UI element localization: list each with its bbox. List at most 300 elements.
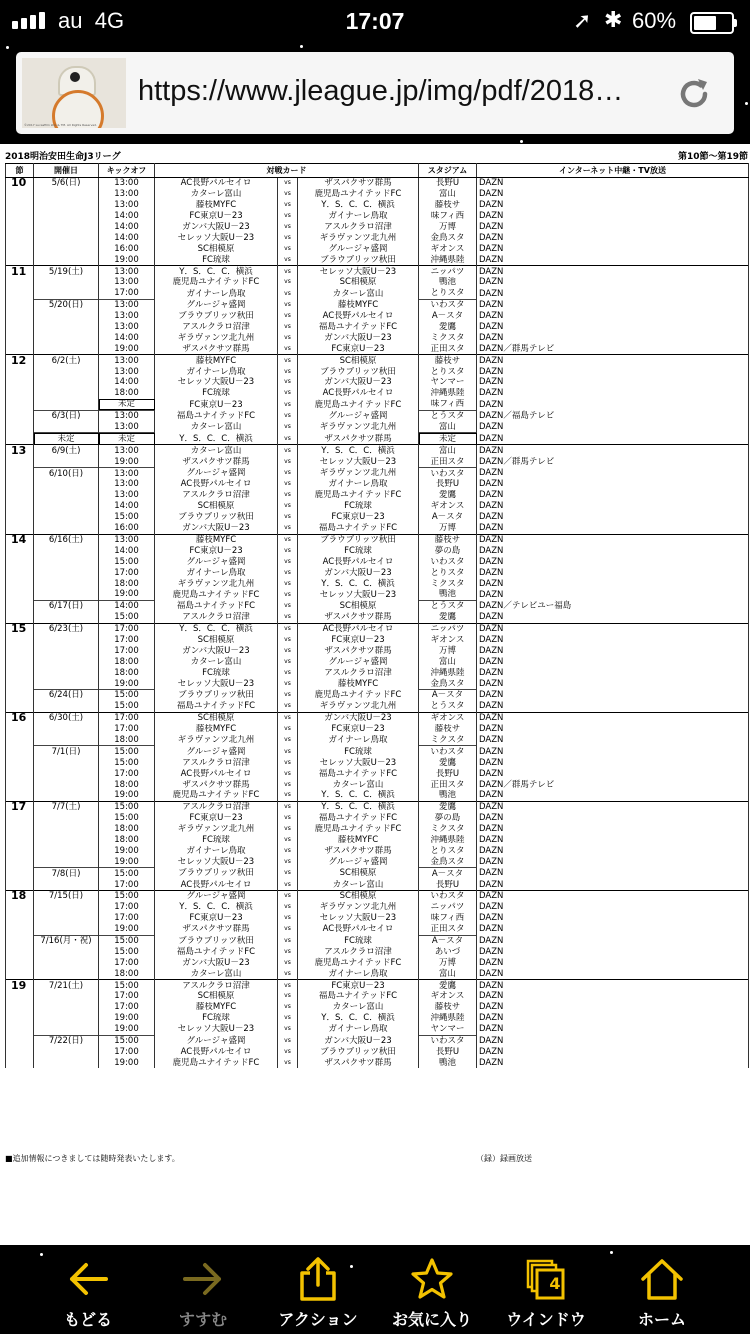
vs-label: vs (278, 589, 298, 600)
forward-button[interactable]: すすむ (143, 1245, 263, 1334)
table-header: 節 開催日 キックオフ 対戦カード スタジアム インターネット中継・TV放送 (6, 164, 749, 178)
table-row (6, 856, 749, 867)
match-date (34, 813, 99, 824)
kickoff-time: 14:00 (99, 232, 155, 243)
away-team: FC琉球 (298, 501, 419, 512)
broadcast: DAZN／群馬テレビ (477, 456, 749, 467)
round-number (6, 813, 34, 824)
home-team: FC東京U－23 (155, 913, 278, 924)
round-number (6, 556, 34, 567)
tab-thumbnail[interactable] (22, 58, 126, 128)
vs-label: vs (278, 801, 298, 812)
vs-label: vs (278, 277, 298, 288)
vs-label: vs (278, 388, 298, 399)
vs-label: vs (278, 746, 298, 757)
home-team: Y．S．C．C．横浜 (155, 433, 278, 445)
match-date (34, 835, 99, 846)
round-number (6, 433, 34, 445)
round-number (6, 913, 34, 924)
home-team: セレッソ大阪U－23 (155, 232, 278, 243)
vs-label: vs (278, 567, 298, 578)
away-team: ガイナーレ鳥取 (298, 735, 419, 746)
table-row (6, 801, 749, 812)
match-date (34, 311, 99, 322)
home-team: ガンバ大阪U－23 (155, 222, 278, 233)
home-team: 鹿児島ユナイテッドFC (155, 589, 278, 600)
stadium: 味フィ西 (419, 399, 477, 410)
vs-label: vs (278, 689, 298, 700)
broadcast: DAZN (477, 189, 749, 200)
table-row (6, 501, 749, 512)
match-date (34, 1024, 99, 1035)
pdf-document[interactable] (0, 144, 750, 1245)
vs-label: vs (278, 935, 298, 946)
table-row (6, 243, 749, 254)
stadium: いわスタ (419, 468, 477, 479)
table-row (6, 322, 749, 333)
home-team: カターレ富山 (155, 968, 278, 979)
home-team: AC長野パルセイロ (155, 1046, 278, 1057)
kickoff-time: 15:00 (99, 701, 155, 712)
stadium: 鴨池 (419, 790, 477, 801)
table-row (6, 311, 749, 322)
match-date (34, 779, 99, 790)
stadium: 万博 (419, 645, 477, 656)
stadium: 万博 (419, 957, 477, 968)
table-row (6, 1035, 749, 1046)
round-number (6, 935, 34, 946)
away-team: 鹿児島ユナイテッドFC (298, 824, 419, 835)
round-number (6, 288, 34, 299)
away-team: 福島ユナイテッドFC (298, 991, 419, 1002)
vs-label: vs (278, 343, 298, 354)
table-row (6, 645, 749, 656)
broadcast: DAZN (477, 678, 749, 689)
match-date (34, 288, 99, 299)
round-number (6, 410, 34, 421)
round-number (6, 211, 34, 222)
home-button[interactable]: ホーム (602, 1245, 722, 1334)
stadium: A－スタ (419, 311, 477, 322)
table-row (6, 968, 749, 979)
home-team: ガイナーレ鳥取 (155, 567, 278, 578)
table-row (6, 678, 749, 689)
round-number (6, 924, 34, 935)
kickoff-time: 15:00 (99, 612, 155, 623)
favorites-button[interactable]: お気に入り (372, 1245, 492, 1334)
stadium: 長野U (419, 178, 477, 189)
vs-label: vs (278, 1057, 298, 1068)
round-number (6, 856, 34, 867)
round-number (6, 299, 34, 310)
round-number (6, 501, 34, 512)
kickoff-time: 19:00 (99, 589, 155, 600)
away-team: FC東京U－23 (298, 343, 419, 354)
match-date (34, 635, 99, 646)
kickoff-time: 17:00 (99, 712, 155, 723)
broadcast: DAZN (477, 578, 749, 589)
broadcast: DAZN (477, 388, 749, 399)
vs-label: vs (278, 856, 298, 867)
home-team: FC東京U－23 (155, 545, 278, 556)
stadium: 沖縄県陸 (419, 1013, 477, 1024)
match-date: 5/19(土) (34, 266, 99, 277)
stadium: 鴨池 (419, 589, 477, 600)
stadium: 正田スタ (419, 456, 477, 467)
away-team: FC琉球 (298, 935, 419, 946)
stadium: 万博 (419, 523, 477, 534)
stadium: 夢の島 (419, 545, 477, 556)
stadium: いわスタ (419, 1035, 477, 1046)
url-bar[interactable] (16, 52, 734, 134)
kickoff-time: 14:00 (99, 600, 155, 611)
home-team: ブラウブリッツ秋田 (155, 512, 278, 523)
match-date (34, 211, 99, 222)
vs-label: vs (278, 678, 298, 689)
stadium: 金鳥スタ (419, 856, 477, 867)
away-team: グルージャ盛岡 (298, 410, 419, 421)
home-team: グルージャ盛岡 (155, 468, 278, 479)
windows-button[interactable]: 4 ウインドウ (486, 1245, 606, 1334)
home-team: SC相模原 (155, 991, 278, 1002)
table-row (6, 735, 749, 746)
vs-label: vs (278, 211, 298, 222)
table-row (6, 468, 749, 479)
broadcast: DAZN (477, 377, 749, 388)
table-row (6, 277, 749, 288)
home-team: ギラヴァンツ北九州 (155, 578, 278, 589)
away-team: Y．S．C．C．横浜 (298, 578, 419, 589)
kickoff-time: 13:00 (99, 178, 155, 189)
kickoff-time: 18:00 (99, 656, 155, 667)
home-team: カターレ富山 (155, 189, 278, 200)
broadcast: DAZN (477, 1046, 749, 1057)
round-number (6, 746, 34, 757)
home-team: SC相模原 (155, 243, 278, 254)
kickoff-time: 19:00 (99, 856, 155, 867)
broadcast: DAZN／群馬テレビ (477, 779, 749, 790)
broadcast: DAZN (477, 545, 749, 556)
document-title: 2018明治安田生命J3リーグ (5, 152, 121, 162)
stadium: あいづ (419, 946, 477, 957)
broadcast: DAZN (477, 768, 749, 779)
match-date (34, 322, 99, 333)
address-bar-area (0, 42, 750, 144)
table-row (6, 712, 749, 723)
away-team: ザスパクサツ群馬 (298, 845, 419, 856)
table-row (6, 924, 749, 935)
home-team: AC長野パルセイロ (155, 178, 278, 189)
stadium: ギオンス (419, 243, 477, 254)
vs-label: vs (278, 667, 298, 678)
vs-label: vs (278, 968, 298, 979)
vs-label: vs (278, 355, 298, 366)
stadium: 万博 (419, 222, 477, 233)
round-number (6, 456, 34, 467)
home-team: アスルクラロ沼津 (155, 612, 278, 623)
home-team: ギラヴァンツ北九州 (155, 332, 278, 343)
vs-label: vs (278, 178, 298, 189)
vs-label: vs (278, 735, 298, 746)
match-date (34, 957, 99, 968)
stadium: 正田スタ (419, 779, 477, 790)
kickoff-time: 18:00 (99, 667, 155, 678)
vs-label: vs (278, 980, 298, 991)
footnote: ■追加情報につきましては随時発表いたします。 (5, 1154, 180, 1163)
away-team: ギラヴァンツ北九州 (298, 422, 419, 433)
vs-label: vs (278, 556, 298, 567)
vs-label: vs (278, 612, 298, 623)
home-team: FC琉球 (155, 1013, 278, 1024)
vs-label: vs (278, 322, 298, 333)
away-team: グルージャ盛岡 (298, 856, 419, 867)
round-number (6, 656, 34, 667)
stadium: いわスタ (419, 891, 477, 902)
stadium: A－スタ (419, 935, 477, 946)
stadium: 長野U (419, 1046, 477, 1057)
kickoff-time: 13:00 (99, 200, 155, 211)
kickoff-time: 15:00 (99, 813, 155, 824)
match-date (34, 243, 99, 254)
kickoff-time: 13:00 (99, 366, 155, 377)
stadium: 沖縄県陸 (419, 388, 477, 399)
stadium: 夢の島 (419, 813, 477, 824)
match-date (34, 678, 99, 689)
away-team: FC東京U－23 (298, 980, 419, 991)
kickoff-time: 19:00 (99, 254, 155, 265)
round-number: 17 (6, 801, 34, 812)
vs-label: vs (278, 600, 298, 611)
broadcast: DAZN (477, 178, 749, 189)
vs-label: vs (278, 924, 298, 935)
table-row (6, 512, 749, 523)
action-button[interactable]: アクション (258, 1245, 378, 1334)
vs-label: vs (278, 501, 298, 512)
vs-label: vs (278, 913, 298, 924)
home-team: ガイナーレ鳥取 (155, 845, 278, 856)
stadium: とうスタ (419, 410, 477, 421)
broadcast: DAZN (477, 490, 749, 501)
match-date (34, 222, 99, 233)
away-team: 藤枝MYFC (298, 835, 419, 846)
stadium: 長野U (419, 879, 477, 890)
home-team: グルージャ盛岡 (155, 1035, 278, 1046)
broadcast: DAZN (477, 645, 749, 656)
table-row (6, 410, 749, 421)
broadcast: DAZN (477, 845, 749, 856)
kickoff-time: 19:00 (99, 845, 155, 856)
table-row (6, 667, 749, 678)
stadium: 愛鷹 (419, 612, 477, 623)
table-row (6, 635, 749, 646)
round-number (6, 768, 34, 779)
clock: 17:07 (345, 8, 405, 34)
stadium: ヤンマー (419, 1024, 477, 1035)
home-team: SC相模原 (155, 635, 278, 646)
kickoff-time: 19:00 (99, 1024, 155, 1035)
table-row (6, 1002, 749, 1013)
kickoff-time: 18:00 (99, 578, 155, 589)
broadcast: DAZN (477, 635, 749, 646)
kickoff-time: 19:00 (99, 678, 155, 689)
kickoff-time: 17:00 (99, 1002, 155, 1013)
home-team: 福島ユナイテッドFC (155, 600, 278, 611)
broadcast: DAZN (477, 667, 749, 678)
home-team: グルージャ盛岡 (155, 556, 278, 567)
broadcast: DAZN (477, 656, 749, 667)
home-team: セレッソ大阪U－23 (155, 678, 278, 689)
kickoff-time: 13:00 (99, 468, 155, 479)
reload-icon[interactable] (676, 76, 712, 116)
schedule-table (5, 163, 749, 1068)
stadium: ヤンマー (419, 377, 477, 388)
home-team: グルージャ盛岡 (155, 891, 278, 902)
stadium: 藤枝サ (419, 200, 477, 211)
away-team: ブラウブリッツ秋田 (298, 534, 419, 545)
stadium: 未定 (419, 433, 477, 445)
back-button[interactable]: もどる (28, 1245, 148, 1334)
match-date: 6/17(日) (34, 600, 99, 611)
away-team: アスルクラロ沼津 (298, 667, 419, 678)
vs-label: vs (278, 779, 298, 790)
status-bar (0, 0, 750, 42)
away-team: Y．S．C．C．横浜 (298, 445, 419, 456)
vs-label: vs (278, 712, 298, 723)
kickoff-time: 15:00 (99, 556, 155, 567)
stadium: 愛鷹 (419, 490, 477, 501)
match-date (34, 845, 99, 856)
home-team: ガンバ大阪U－23 (155, 523, 278, 534)
stadium: いわスタ (419, 746, 477, 757)
away-team: セレッソ大阪U－23 (298, 757, 419, 768)
away-team: アスルクラロ沼津 (298, 946, 419, 957)
broadcast: DAZN (477, 556, 749, 567)
table-row (6, 288, 749, 299)
home-team: 福島ユナイテッドFC (155, 946, 278, 957)
table-row (6, 1046, 749, 1057)
away-team: カターレ富山 (298, 879, 419, 890)
table-row (6, 556, 749, 567)
away-team: AC長野パルセイロ (298, 388, 419, 399)
table-row (6, 433, 749, 445)
match-date (34, 200, 99, 211)
vs-label: vs (278, 946, 298, 957)
broadcast: DAZN (477, 689, 749, 700)
kickoff-time: 未定 (99, 399, 155, 410)
away-team: ガンバ大阪U－23 (298, 1035, 419, 1046)
stadium: 富山 (419, 968, 477, 979)
round-number (6, 243, 34, 254)
stadium: 長野U (419, 479, 477, 490)
table-row (6, 211, 749, 222)
round-number (6, 1046, 34, 1057)
kickoff-time: 18:00 (99, 968, 155, 979)
broadcast: DAZN／テレビユー福島 (477, 600, 749, 611)
table-row (6, 980, 749, 991)
kickoff-time: 18:00 (99, 388, 155, 399)
bluetooth-icon: ✱ (604, 7, 623, 32)
broadcast: DAZN (477, 1024, 749, 1035)
round-number (6, 578, 34, 589)
stadium: 藤枝サ (419, 355, 477, 366)
broadcast: DAZN (477, 1035, 749, 1046)
kickoff-time: 17:00 (99, 902, 155, 913)
kickoff-time: 13:00 (99, 322, 155, 333)
table-row (6, 957, 749, 968)
home-team: 鹿児島ユナイテッドFC (155, 277, 278, 288)
match-date (34, 1057, 99, 1068)
vs-label: vs (278, 299, 298, 310)
carrier-label: au 4G (58, 8, 125, 33)
table-row (6, 545, 749, 556)
stadium: 富山 (419, 656, 477, 667)
table-row (6, 366, 749, 377)
stadium: 愛鷹 (419, 801, 477, 812)
kickoff-time: 15:00 (99, 891, 155, 902)
away-team: セレッソ大阪U－23 (298, 913, 419, 924)
broadcast: DAZN (477, 399, 749, 410)
broadcast: DAZN (477, 355, 749, 366)
match-date (34, 790, 99, 801)
kickoff-time: 19:00 (99, 790, 155, 801)
broadcast: DAZN (477, 790, 749, 801)
kickoff-time: 15:00 (99, 868, 155, 879)
away-team: SC相模原 (298, 355, 419, 366)
match-date (34, 1046, 99, 1057)
url-text[interactable]: https://www.jleague.jp/img/pdf/2018… (138, 75, 624, 107)
broadcast: DAZN (477, 891, 749, 902)
broadcast: DAZN (477, 243, 749, 254)
vs-label: vs (278, 957, 298, 968)
battery-icon (690, 12, 734, 34)
table-row (6, 490, 749, 501)
match-date (34, 645, 99, 656)
broadcast: DAZN (477, 623, 749, 634)
kickoff-time: 16:00 (99, 523, 155, 534)
kickoff-time: 13:00 (99, 422, 155, 433)
away-team: ザスパクサツ群馬 (298, 612, 419, 623)
vs-label: vs (278, 266, 298, 277)
round-number (6, 1024, 34, 1035)
round-number (6, 1002, 34, 1013)
kickoff-time: 13:00 (99, 355, 155, 366)
kickoff-time: 13:00 (99, 189, 155, 200)
stadium: いわスタ (419, 299, 477, 310)
broadcast: DAZN (477, 612, 749, 623)
away-team: ブラウブリッツ秋田 (298, 1046, 419, 1057)
table-row (6, 578, 749, 589)
stadium: 藤枝サ (419, 724, 477, 735)
round-number (6, 232, 34, 243)
match-date (34, 277, 99, 288)
round-number: 13 (6, 445, 34, 456)
match-date: 7/7(土) (34, 801, 99, 812)
stadium: 金鳥スタ (419, 232, 477, 243)
away-team: ガンバ大阪U－23 (298, 377, 419, 388)
broadcast: DAZN (477, 1057, 749, 1068)
home-icon (640, 1257, 684, 1301)
away-team: 藤枝MYFC (298, 678, 419, 689)
kickoff-time: 19:00 (99, 1057, 155, 1068)
match-date (34, 991, 99, 1002)
table-row (6, 891, 749, 902)
stadium: 富山 (419, 422, 477, 433)
home-team: セレッソ大阪U－23 (155, 1024, 278, 1035)
broadcast: DAZN (477, 479, 749, 490)
kickoff-time: 13:00 (99, 479, 155, 490)
away-team: 福島ユナイテッドFC (298, 813, 419, 824)
away-team: FC東京U－23 (298, 512, 419, 523)
